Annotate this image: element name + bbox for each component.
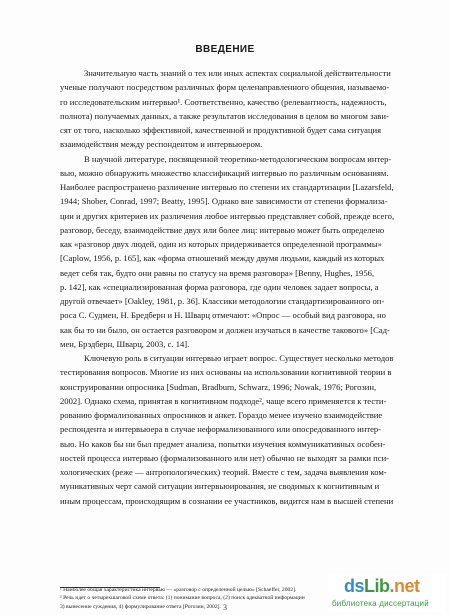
text-line: вью, можно обнаружить множество классификаций интервью по различным основаниям. <box>60 167 389 178</box>
text-line: как «разговор двух людей, один из которых придерживается определенной программы» <box>60 239 382 249</box>
text-line: Ключевую роль в ситуации интервью играет вопрос. Существует несколько методов <box>84 353 394 363</box>
text-line: 2002]. Однако схема, принятая в когнитивном подходе², чаще всего применяется к тести- <box>60 395 387 406</box>
paragraph-2 <box>60 152 403 352</box>
text-line: ции и других критериев их различения любое интервью представляет собой, прежде всего, <box>60 210 395 221</box>
page-number: 3 <box>223 603 227 612</box>
watermark-wordmark <box>344 576 420 597</box>
text-line: p. 142], как «специализированная форма разговора, где один человек задает вопросы, а <box>60 281 379 292</box>
text-line: Значительную часть знаний о тех или иных аспектах социальной действительности <box>84 68 391 78</box>
text-line: ведет себя так, будто они равны по статусу на время разговора» [Benny, Hughes, 1956, <box>60 267 375 278</box>
text-line: В научной литературе, посвященной теоретико-методологическим вопросам интер- <box>84 153 392 164</box>
watermark-ds: ds <box>344 576 365 596</box>
paragraph-1 <box>60 66 403 152</box>
text-line: [Caplow, 1956, p. 165], как «форма отношений между двумя людьми, каждый из которых <box>60 253 385 264</box>
footnote-1: ¹ Наиболее общая характеристика интервью — «разговор с определенной целью» [Schaeffer, 2002]. <box>60 587 297 593</box>
text-line: ностей процесса интервью (формализованного или нет) обычно не выходят за рамки пси- <box>60 452 390 463</box>
text-line: го исследовательским интервью¹. Соответственно, качество (релевантность, надежность, <box>60 96 387 107</box>
watermark-lib: Lib <box>364 576 390 596</box>
body-text <box>60 66 403 508</box>
page-heading: ВВЕДЕНИЕ <box>195 44 255 55</box>
text-line: мен, Брэдберн, Шварц, 2003, с. 14]. <box>60 338 190 349</box>
text-line: как бы то ни было, он остается разговором и должен изучаться в качестве такового» [Сад- <box>60 324 390 335</box>
text-line: рованию формализованных опросников и анкет. Гораздо менее изучено взаимодействие <box>60 410 383 420</box>
footnote-2: ² Речь идет о четырехшаговой схеме ответа: (1) понимание вопроса, (2) поиск адекватной информации <box>60 595 305 602</box>
text-line: ученые получают посредством различных форм целенаправленного общения, называемо- <box>60 82 390 93</box>
dslib-watermark-logo[interactable] <box>328 574 446 612</box>
text-line: респондента и интервьюера в случае неформализованного или опосредованного интер- <box>60 424 382 435</box>
paragraph-3 <box>60 351 403 508</box>
text-line: 1944; Shober, Conrad, 1997; Beatty, 1995]. Однако вне зависимости от степени формализа- <box>60 196 388 207</box>
text-line: полнота) получаемых данных, а также результатов исследования в целом во многом зави- <box>60 110 389 121</box>
text-line: Наиболее распространено различение интервью по степени их стандартизации [Lazarsfeld, <box>60 182 394 192</box>
text-line: конструировании опросника [Sudman, Bradburn, Schwarz, 1996; Nowak, 1976; Рогозин, <box>60 381 377 392</box>
watermark-dot: . <box>389 576 395 596</box>
text-line: разговор, беседу, взаимодействие двух или более лиц: интервью может быть определено <box>60 224 385 235</box>
text-line: вью. Но каков бы ни был предмет анализа, попытки изучения коммуникативных особен- <box>60 438 386 449</box>
watermark-net: net <box>394 576 420 596</box>
text-line: тестирования вопросов. Многие из них основаны на использовании когнитивной теории в <box>60 367 392 378</box>
text-line: муникативных черт самой ситуации интервьюирования, не сводимых к когнитивным и <box>60 481 380 492</box>
watermark-subtitle: библиотека диссертаций <box>332 599 429 608</box>
footnote-2-continued: 3) вынесение суждения, 4) формулирование ответа [Рогозин, 2002]. <box>60 603 221 610</box>
text-line: взаимодействия между респондентом и интервьюером. <box>60 139 263 150</box>
text-line: роса С. Судмен, Н. Бредберн и Н. Шварц отмечают: «Опрос — особый вид разговора, но <box>60 310 386 321</box>
text-line: иным процессам, происходящим в сознании ее участников, видится нам в высшей степени <box>60 495 394 506</box>
text-line: другой отвечает» [Oakley, 1981, p. 36]. Классики методологии стандартизированного оп- <box>60 296 385 306</box>
text-line: хологических (реже — антропологических) теорий. Вместе с тем, задача выявления ком- <box>60 467 387 477</box>
text-line: сят от того, насколько эффективной, качественной и продуктивной будет сама ситуация <box>60 125 382 135</box>
